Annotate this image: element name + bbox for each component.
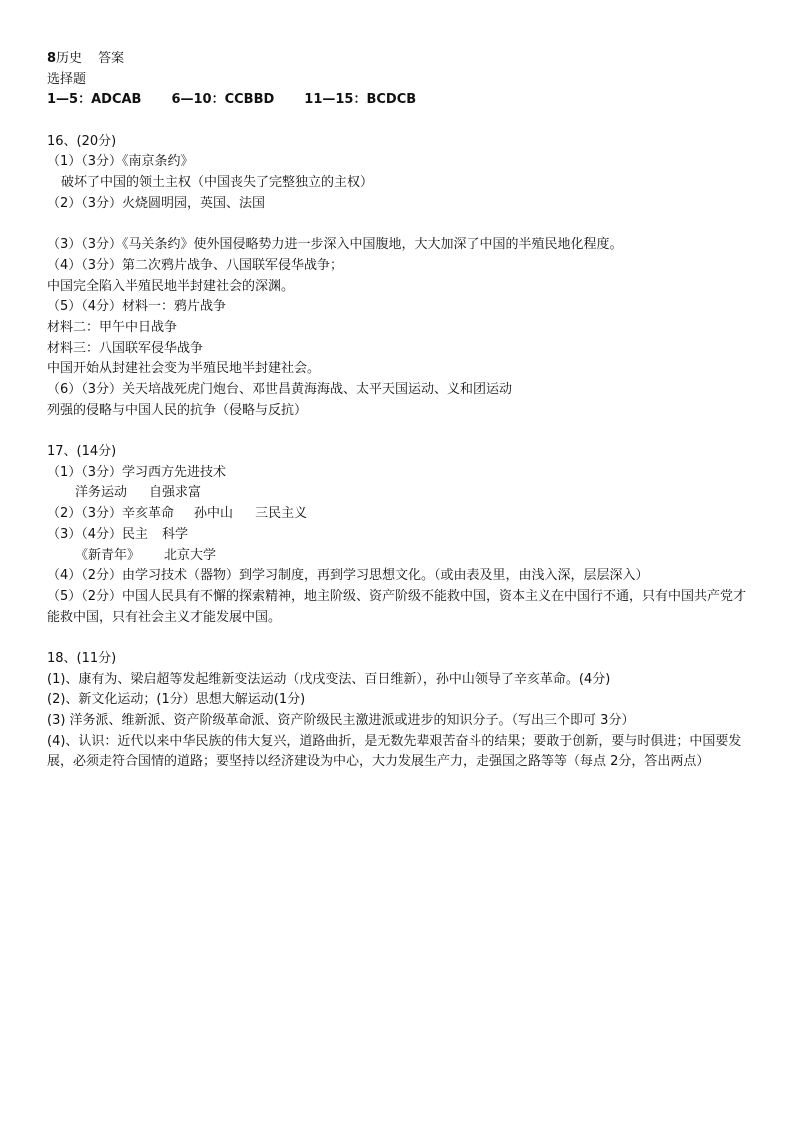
question-17: [47, 442, 757, 628]
q17-line-6: （4）（2分）由学习技术（器物）到学习制度，再到学习思想文化。（或由表及里，由浅入深，层层深入）: [47, 568, 649, 584]
q16-line-3: （2）（3分）火烧圆明园，英国、法国: [47, 195, 266, 211]
q16-heading: 16、(20分): [47, 133, 117, 149]
q18-heading: 18、(11分): [47, 650, 117, 666]
q17-line-7: （5）（2分）中国人民具有不懈的探索精神，地主阶级、资产阶级不能救中国，资本主义在中国行不通，只有中国共产党才能救中国，只有社会主义才能发展中国。: [47, 588, 747, 625]
mc-answers: [47, 90, 757, 111]
q16-line-6: 中国完全陷入半殖民地半封建社会的深渊。: [47, 278, 295, 294]
title-answer: 答案: [98, 51, 125, 66]
q17-answer-xinqingnian: 《新青年》: [75, 547, 141, 563]
question-16: [47, 132, 757, 422]
title-number: 8: [47, 51, 57, 66]
doc-title: [47, 49, 757, 70]
q16-line-8: 材料二：甲午中日战争: [47, 319, 178, 335]
q17-answer-kexue: 科学: [162, 526, 189, 542]
q16-line-7: （5）（4分）材料一：鸦片战争: [47, 299, 227, 315]
q17-heading: 17、(14分): [47, 444, 117, 460]
title-subject: 历史: [56, 51, 83, 66]
section-multiple-choice: 选择题: [47, 71, 87, 87]
q16-line-11: （6）（3分）关天培战死虎门炮台、邓世昌黄海海战、太平天国运动、义和团运动: [47, 382, 513, 397]
q18-line-3: (3) 洋务派、维新派、资产阶级革命派、资产阶级民主激进派或进步的知识分子。（写出三个即可 3分）: [47, 713, 635, 729]
q17-line-4: [47, 525, 757, 546]
q17-answer-sunzhongshan: 孙中山: [194, 506, 234, 522]
question-18: [47, 649, 757, 773]
q17-line-2: [47, 483, 757, 504]
mc-answers-1-5: 1—5：ADCAB: [47, 92, 142, 108]
q16-line-4: （3）（3分）《马关条约》使外国侵略势力进一步深入中国腹地，大大加深了中国的半殖民地化程度。: [47, 237, 623, 253]
q16-line-1: （1）（3分）《南京条约》: [47, 154, 194, 170]
q18-line-1: (1)、康有为、梁启超等发起维新变法运动（戊戌变法、百日维新），孙中山领导了辛亥革命。(4分): [47, 671, 611, 687]
q18-line-4: (4)、认识：近代以来中华民族的伟大复兴，道路曲折，是无数先辈艰苦奋斗的结果；要敢于创新，要与时俱进；中国要发展，必须走符合国情的道路；要坚持以经济建设为中心，大力发展生产力，走强国之路等等（每点 2分，答出两点）: [47, 733, 742, 770]
q16-line-9: 材料三：八国联军侵华战争: [47, 340, 204, 356]
mc-answers-11-15: 11—15：BCDCB: [304, 92, 417, 108]
answer-sheet: [47, 49, 757, 773]
q16-line-5: （4）（3分）第二次鸦片战争、八国联军侵华战争；: [47, 257, 344, 273]
q17-answer-minzhu: （3）（4分）民主: [47, 526, 149, 542]
q17-line-1: （1）（3分）学习西方先进技术: [47, 464, 227, 480]
q17-answer-xinhai: （2）（3分）辛亥革命: [47, 506, 175, 522]
q16-line-10: 中国开始从封建社会变为半殖民地半封建社会。: [47, 361, 321, 377]
q17-answer-ziqiang: 自强求富: [149, 485, 202, 501]
q17-answer-beida: 北京大学: [164, 547, 217, 563]
mc-answers-6-10: 6—10：CCBBD: [171, 92, 275, 108]
q17-answer-yangwu: 洋务运动: [75, 485, 128, 501]
q18-line-2: (2)、新文化运动；(1分）思想大解运动(1分): [47, 692, 306, 708]
q16-line-2: 破坏了中国的领土主权（中国丧失了完整独立的主权）: [61, 175, 374, 191]
q16-line-12: 列强的侵略与中国人民的抗争（侵略与反抗）: [47, 402, 308, 418]
q17-line-5: [47, 546, 757, 567]
q17-answer-sanmin: 三民主义: [255, 506, 308, 522]
q17-line-3: [47, 504, 757, 525]
